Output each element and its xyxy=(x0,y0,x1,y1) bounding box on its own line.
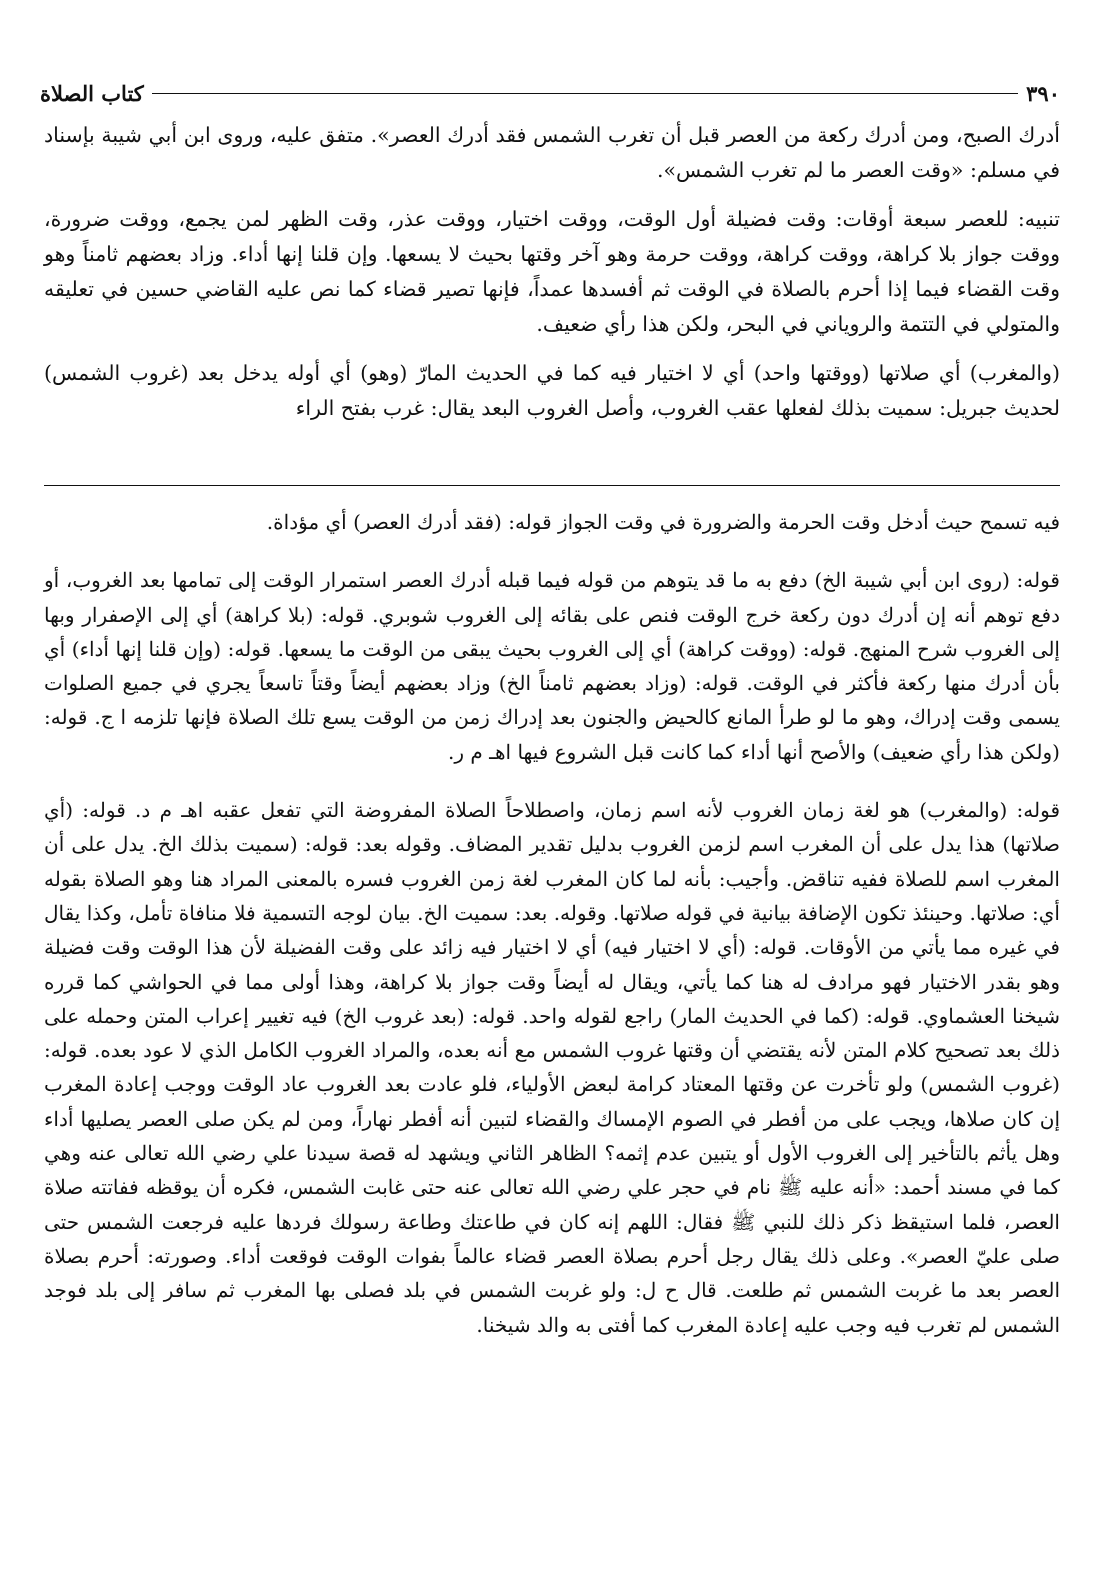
main-text xyxy=(44,118,1060,440)
footnote: قوله: (روى ابن أبي شيبة الخ) دفع به ما قد يتوهم من قوله فيما قبله أدرك العصر استمرار الوقت إلى تمامها بعد الغروب، أو دفع توهم أنه إن أدرك دون ركعة خرج الوقت فنص على بقائه إلى الغروب شوبري. قوله: (بلا كراهة) أي إلى الإصفرار وبها إلى الغروب شرح المنهج. قوله: (ووقت كراهة) أي إلى الغروب بحيث يبقى من الوقت ما يسعها. قوله: (وإن قلنا إنها أداء) أي بأن أدرك منها ركعة فأكثر في الوقت. قوله: (وزاد بعضهم ثامناً الخ) وزاد بعضهم أيضاً وقتاً تاسعاً يجري في جميع الصلوات يسمى وقت إدراك، وهو ما لو طرأ المانع كالحيض والجنون بعد إدراك زمن من الوقت يسع تلك الصلاة فإنها تلزمه ا ج. قوله: (ولكن هذا رأي ضعيف) والأصح أنها أداء كما كانت قبل الشروع فيها اهـ م ر. xyxy=(44,568,1060,764)
main-paragraph: (والمغرب) أي صلاتها (ووقتها واحد) أي لا اختيار فيه كما في الحديث المارّ (وهو) أي أوله يدخل بعد (غروب الشمس) لحديث جبريل: سميت بذلك لفعلها عقب الغروب، وأصل الغروب البعد يقال: غرب بفتح الراء xyxy=(44,361,1060,420)
main-paragraph: تنبيه: للعصر سبعة أوقات: وقت فضيلة أول الوقت، ووقت اختيار، ووقت عذر، وقت الظهر لمن يجمع، ووقت ضرورة، ووقت جواز بلا كراهة، ووقت كراهة، ووقت حرمة وهو آخر وقتها بحيث لا يسعها. وإن قلنا إنها أداء. وزاد بعضهم ثامناً وهو وقت القضاء فيما إذا أحرم بالصلاة في الوقت ثم أفسدها عمداً، فإنها تصير قضاء كما نص عليه القاضي حسين في تعليقه والمتولي في التتمة والروياني في البحر، ولكن هذا رأي ضعيف. xyxy=(44,207,1060,336)
footnotes xyxy=(44,505,1060,1342)
book-title: كتاب الصلاة xyxy=(40,80,144,106)
page-number: ٣٩٠ xyxy=(1026,80,1060,106)
footnote: فيه تسمح حيث أدخل وقت الحرمة والضرورة في وقت الجواز قوله: (فقد أدرك العصر) أي مؤداة. xyxy=(266,510,1060,534)
footnote-divider xyxy=(44,485,1060,486)
header-rule xyxy=(152,93,1018,94)
page-header xyxy=(40,78,1060,108)
footnote: قوله: (والمغرب) هو لغة زمان الغروب لأنه اسم زمان، واصطلاحاً الصلاة المفروضة التي تفعل عقبه اهـ م د. قوله: (أي صلاتها) هذا يدل على أن المغرب اسم لزمن الغروب بدليل تقدير المضاف. وقوله بعد: قوله: (سميت بذلك الخ. يدل على أن المغرب اسم للصلاة ففيه تناقض. وأجيب: بأنه لما كان المغرب لغة زمن الغروب فسره بالمعنى المراد هنا وهو الصلاة بقوله أي: صلاتها. وحينئذ تكون الإضافة بيانية في قوله صلاتها. وقوله. بعد: سميت الخ. بيان لوجه التسمية فلا منافاة تأمل، وكذا يقال في غيره مما يأتي من الأوقات. قوله: (أي لا اختيار فيه) أي لا اختيار فيه زائد على وقت الفضيلة لأن هذا الوقت وقت فضيلة وهو بقدر الاختيار فهو مرادف له هنا كما يأتي، ويقال له أيضاً وقت جواز بلا كراهة، وهذا أولى مما في الحواشي كما قرره شيخنا العشماوي. قوله: (كما في الحديث المار) راجع لقوله واحد. قوله: (بعد غروب الخ) فيه تغيير إعراب المتن وحمله على ذلك بعد تصحيح كلام المتن لأنه يقتضي أن وقتها غروب الشمس مع أنه بعده، والمراد الغروب الكامل الذي لا عود بعده. قوله: (غروب الشمس) ولو تأخرت عن وقتها المعتاد كرامة لبعض الأولياء، فلو عادت بعد الغروب عاد الوقت ووجب إعادة المغرب إن كان صلاها، ويجب على من أفطر في الصوم الإمساك والقضاء لتبين أنه أفطر نهاراً، ومن لم يكن صلى العصر يصليها أداء وهل يأثم بالتأخير إلى الغروب الأول أو يتبين عدم إثمه؟ الظاهر الثاني ويشهد له قصة سيدنا علي رضي الله تعالى عنه وهي كما في مسند أحمد: «أنه عليه ﷺ نام في حجر علي رضي الله تعالى عنه حتى غابت الشمس، فكره أن يوقظه ففاتته صلاة العصر، فلما استيقظ ذكر ذلك للنبي ﷺ فقال: اللهم إنه كان في طاعتك وطاعة رسولك فردها عليه فرجعت الشمس حتى صلى عليّ العصر». وعلى ذلك يقال رجل أحرم بصلاة العصر قضاء عالماً بفوات الوقت فوقعت أداء. وصورته: أحرم بصلاة العصر بعد ما غربت الشمس ثم طلعت. قال ح ل: ولو غربت الشمس في بلد فصلى بها المغرب ثم سافر إلى بلد فوجد الشمس لم تغرب فيه وجب عليه إعادة المغرب كما أفتى به والد شيخنا. xyxy=(44,798,1061,1337)
main-paragraph: أدرك الصبح، ومن أدرك ركعة من العصر قبل أن تغرب الشمس فقد أدرك العصر». متفق عليه، وروى ابن أبي شيبة بإسناد في مسلم: «وقت العصر ما لم تغرب الشمس». xyxy=(44,123,1060,182)
